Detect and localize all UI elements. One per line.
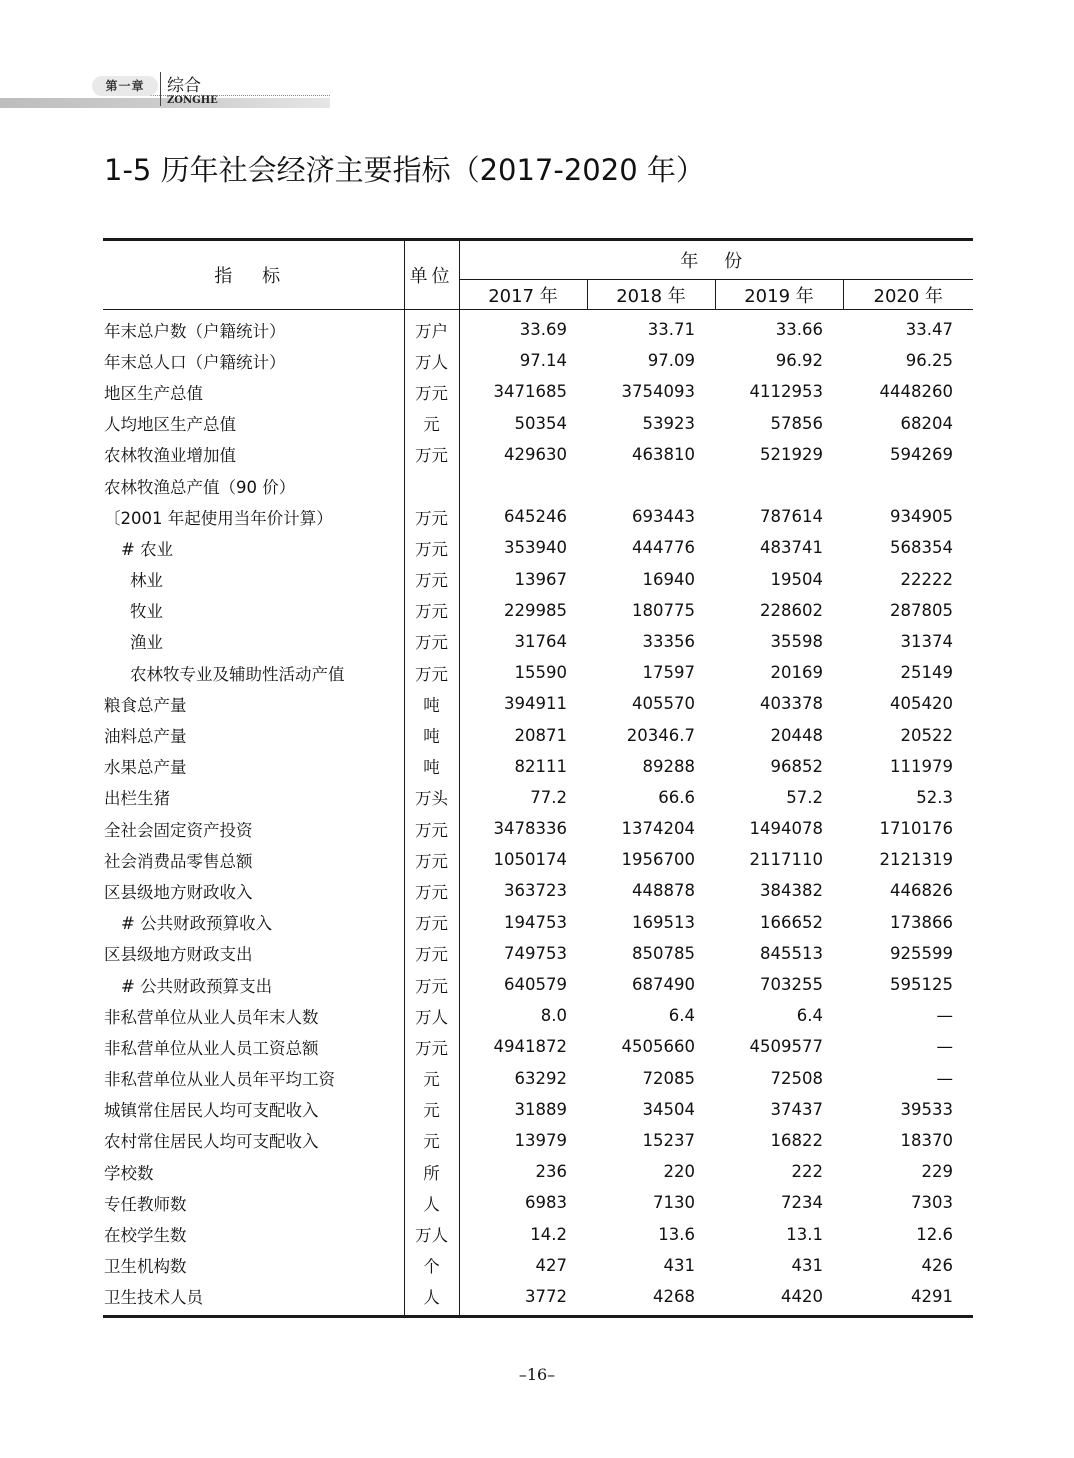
row-value-1: 3754093 [621, 382, 695, 402]
row-value-0: 427 [535, 1255, 567, 1275]
row-value-0: 8.0 [540, 1006, 567, 1026]
table-row [103, 408, 973, 439]
row-value-1: 405570 [632, 694, 695, 714]
row-value-3: 934905 [890, 507, 954, 527]
row-value-1: 16940 [642, 569, 695, 589]
row-value-1: 4268 [587, 1281, 715, 1317]
row-value-1: 72085 [642, 1068, 695, 1088]
row-unit: 吨 [404, 719, 459, 750]
row-unit: 所 [404, 1156, 459, 1187]
row-value-2: 37437 [770, 1099, 823, 1119]
indicator-table [103, 238, 973, 1318]
row-value-1: 17597 [642, 663, 695, 683]
table-row [103, 938, 973, 969]
row-value-0: 33.69 [519, 320, 567, 340]
row-value-2: 6.4 [796, 1006, 823, 1026]
row-indicator: 人均地区生产总值 [103, 408, 404, 439]
row-value-0: 429630 [504, 444, 567, 464]
row-unit: 万元 [404, 969, 459, 1000]
row-value-2: 431 [791, 1255, 823, 1275]
row-indicator: 地区生产总值 [103, 376, 404, 407]
row-value-1: 15237 [642, 1130, 695, 1150]
row-value-0: 31889 [514, 1099, 567, 1119]
section-title: 综合 [167, 76, 201, 96]
section-subtitle: ZONGHE [167, 95, 218, 106]
running-head-bar [0, 98, 330, 108]
indicator-table-container [103, 238, 973, 1318]
row-indicator: 农村常住居民人均可支配收入 [103, 1125, 404, 1156]
table-row [103, 501, 973, 532]
row-value-2: 845513 [760, 943, 823, 963]
row-value-1: 97.09 [647, 351, 695, 371]
row-value-0: 97.14 [519, 351, 567, 371]
row-value-2: 19504 [770, 569, 823, 589]
row-unit: 人 [404, 1281, 459, 1317]
row-value-1: 687490 [632, 975, 695, 995]
running-head [0, 62, 340, 110]
row-indicator: 农林牧渔总产值（90 价） [103, 470, 404, 501]
row-value-2: 96.92 [775, 351, 823, 371]
row-indicator: 水果总产量 [103, 751, 404, 782]
row-value-2: 20169 [770, 663, 823, 683]
row-value-0: 31764 [514, 631, 567, 651]
row-value-0: 6983 [525, 1193, 567, 1213]
row-value-1: 850785 [632, 943, 695, 963]
row-value-1: 89288 [642, 756, 695, 776]
row-value-2: 703255 [760, 975, 823, 995]
row-value-2: 228602 [760, 600, 823, 620]
row-unit: 万人 [404, 1218, 459, 1249]
row-unit: 万元 [404, 564, 459, 595]
row-indicator: 区县级地方财政支出 [103, 938, 404, 969]
row-indicator: 非私营单位从业人员年平均工资 [103, 1063, 404, 1094]
row-value-0: 82111 [514, 756, 567, 776]
row-value-0: 13979 [514, 1130, 567, 1150]
row-indicator: 城镇常住居民人均可支配收入 [103, 1094, 404, 1125]
row-value-0: 640579 [504, 975, 567, 995]
row-value-2: 2117110 [749, 850, 823, 870]
table-row [103, 470, 973, 501]
row-indicator: 农林牧专业及辅助性活动产值 [103, 657, 404, 688]
row-value-2: 384382 [760, 881, 823, 901]
row-value-3: 39533 [900, 1099, 954, 1119]
row-value-0: 3471685 [493, 382, 567, 402]
row-unit: 万头 [404, 782, 459, 813]
table-row [103, 345, 973, 376]
row-value-3: 594269 [890, 444, 954, 464]
row-value-0: 63292 [514, 1068, 567, 1088]
row-value-2: 20448 [770, 725, 823, 745]
row-value-3: 173866 [890, 912, 954, 932]
row-value-0: 15590 [514, 663, 567, 683]
row-value-3: 111979 [890, 756, 954, 776]
row-value-3: 229 [921, 1162, 954, 1182]
row-value-0: 20871 [514, 725, 567, 745]
row-unit: 吨 [404, 688, 459, 719]
row-indicator: # 公共财政预算收入 [103, 907, 404, 938]
row-indicator: # 农业 [103, 532, 404, 563]
row-indicator: 林业 [103, 564, 404, 595]
table-row [103, 875, 973, 906]
row-value-3: 568354 [890, 538, 954, 558]
table-row [103, 751, 973, 782]
table-row [103, 688, 973, 719]
row-value-3: 446826 [890, 881, 954, 901]
row-value-2: 57856 [770, 413, 823, 433]
table-row [103, 310, 973, 346]
row-value-0: 50354 [514, 413, 567, 433]
row-value-3: — [936, 1068, 954, 1088]
row-value-2: 35598 [770, 631, 823, 651]
row-indicator: 社会消费品零售总额 [103, 844, 404, 875]
table-row [103, 1187, 973, 1218]
row-indicator: 专任教师数 [103, 1187, 404, 1218]
row-unit: 万元 [404, 844, 459, 875]
table-row [103, 907, 973, 938]
table-row [103, 626, 973, 657]
row-value-3: 1710176 [879, 819, 954, 839]
row-value-2: 7234 [781, 1193, 823, 1213]
row-indicator: 学校数 [103, 1156, 404, 1187]
header-year: 2019 年 [715, 280, 843, 310]
table-row [103, 439, 973, 470]
table-row [103, 813, 973, 844]
header-years-group: 年 份 [459, 240, 973, 280]
table-row [103, 1063, 973, 1094]
row-value-1: 180775 [632, 600, 695, 620]
page-title: 1-5 历年社会经济主要指标（2017-2020 年） [104, 153, 705, 187]
row-unit: 万元 [404, 376, 459, 407]
row-value-0: 363723 [504, 881, 567, 901]
row-indicator: # 公共财政预算支出 [103, 969, 404, 1000]
table-row [103, 844, 973, 875]
row-indicator: 区县级地方财政收入 [103, 875, 404, 906]
row-value-3: — [936, 1006, 954, 1026]
row-indicator: 年末总人口（户籍统计） [103, 345, 404, 376]
row-value-1: 13.6 [658, 1224, 695, 1244]
row-value-1: 6.4 [668, 1006, 695, 1026]
row-value-0: 353940 [504, 538, 567, 558]
row-value-0: 236 [535, 1162, 567, 1182]
row-value-1: 1956700 [621, 850, 695, 870]
row-unit: 万元 [404, 875, 459, 906]
row-value-1: 169513 [632, 912, 695, 932]
table-row [103, 1000, 973, 1031]
row-indicator: 在校学生数 [103, 1218, 404, 1249]
row-value-1: 20346.7 [626, 725, 695, 745]
row-indicator: 非私营单位从业人员年末人数 [103, 1000, 404, 1031]
row-value-3: 595125 [890, 975, 954, 995]
table-row [103, 1281, 973, 1317]
row-value-2: 787614 [760, 507, 823, 527]
row-value-1: 463810 [632, 444, 695, 464]
row-value-3: 7303 [911, 1193, 954, 1213]
table-body [103, 310, 973, 1317]
row-value-3: 925599 [890, 943, 954, 963]
row-value-3: 287805 [890, 600, 954, 620]
row-value-0: 1050174 [493, 850, 567, 870]
row-indicator: 全社会固定资产投资 [103, 813, 404, 844]
header-unit: 单位 [404, 240, 459, 310]
table-row [103, 1031, 973, 1062]
row-value-3 [843, 470, 973, 501]
chapter-badge: 第一章 [92, 76, 158, 96]
header-year: 2017 年 [459, 280, 587, 310]
row-indicator: 卫生机构数 [103, 1250, 404, 1281]
row-value-0: 13967 [514, 569, 567, 589]
row-indicator: 农林牧渔业增加值 [103, 439, 404, 470]
row-unit: 元 [404, 1063, 459, 1094]
row-unit: 万人 [404, 345, 459, 376]
table-row [103, 1125, 973, 1156]
row-indicator: 卫生技术人员 [103, 1281, 404, 1317]
row-value-2: 96852 [770, 756, 823, 776]
row-value-3: 18370 [900, 1130, 954, 1150]
row-unit: 万元 [404, 1031, 459, 1062]
row-unit: 万元 [404, 938, 459, 969]
row-unit [404, 470, 459, 501]
row-value-2: 166652 [760, 912, 823, 932]
running-head-divider [160, 72, 161, 106]
row-indicator: 〔2001 年起使用当年价计算） [103, 501, 404, 532]
row-value-2: 483741 [760, 538, 823, 558]
table-row [103, 719, 973, 750]
row-value-1: 448878 [632, 881, 695, 901]
row-value-3: 96.25 [905, 351, 954, 371]
row-indicator: 非私营单位从业人员工资总额 [103, 1031, 404, 1062]
row-value-3: 4448260 [879, 382, 954, 402]
row-unit: 万户 [404, 310, 459, 346]
row-unit: 万元 [404, 532, 459, 563]
row-value-3: 426 [921, 1255, 954, 1275]
row-value-3: 20522 [900, 725, 954, 745]
table-row [103, 1156, 973, 1187]
row-value-1 [587, 470, 715, 501]
row-unit: 万元 [404, 439, 459, 470]
row-value-0: 3478336 [493, 819, 567, 839]
row-unit: 元 [404, 1094, 459, 1125]
row-value-3: 25149 [900, 663, 954, 683]
row-value-0: 394911 [504, 694, 567, 714]
row-value-0 [459, 470, 587, 501]
row-unit: 个 [404, 1250, 459, 1281]
row-value-3: 33.47 [905, 320, 954, 340]
row-value-3: 2121319 [879, 850, 954, 870]
row-value-0: 14.2 [530, 1224, 567, 1244]
row-value-3: 12.6 [916, 1224, 954, 1244]
row-value-0: 4941872 [493, 1037, 567, 1057]
row-unit: 万元 [404, 907, 459, 938]
table-row [103, 1094, 973, 1125]
row-value-2: 1494078 [749, 819, 823, 839]
row-value-3: 31374 [900, 631, 954, 651]
row-unit: 万人 [404, 1000, 459, 1031]
row-value-2: 222 [791, 1162, 823, 1182]
row-value-2: 72508 [770, 1068, 823, 1088]
row-value-3: — [936, 1037, 954, 1057]
row-value-1: 444776 [632, 538, 695, 558]
table-row [103, 595, 973, 626]
table-row [103, 1218, 973, 1249]
row-value-1: 693443 [632, 507, 695, 527]
row-value-3: 4291 [843, 1281, 973, 1317]
page-number: –16– [518, 1365, 556, 1384]
row-unit: 万元 [404, 501, 459, 532]
row-value-1: 34504 [642, 1099, 695, 1119]
table-row [103, 657, 973, 688]
row-indicator: 渔业 [103, 626, 404, 657]
table-row [103, 564, 973, 595]
row-indicator: 牧业 [103, 595, 404, 626]
row-indicator: 粮食总产量 [103, 688, 404, 719]
row-value-1: 431 [663, 1255, 695, 1275]
row-value-0: 194753 [504, 912, 567, 932]
row-value-2: 13.1 [786, 1224, 823, 1244]
row-unit: 万元 [404, 813, 459, 844]
row-value-2 [715, 470, 843, 501]
row-value-2: 4112953 [749, 382, 823, 402]
row-value-0: 77.2 [530, 787, 567, 807]
row-value-1: 220 [663, 1162, 695, 1182]
row-value-2: 403378 [760, 694, 823, 714]
row-value-0: 749753 [504, 943, 567, 963]
row-value-2: 4420 [715, 1281, 843, 1317]
row-value-0: 3772 [459, 1281, 587, 1317]
row-value-1: 66.6 [658, 787, 695, 807]
row-value-0: 645246 [504, 507, 567, 527]
row-unit: 人 [404, 1187, 459, 1218]
row-value-1: 33.71 [647, 320, 695, 340]
table-row [103, 1250, 973, 1281]
row-value-1: 33356 [642, 631, 695, 651]
row-value-1: 53923 [642, 413, 695, 433]
header-indicator: 指 标 [103, 240, 404, 310]
header-year: 2020 年 [843, 280, 973, 310]
row-value-2: 33.66 [775, 320, 823, 340]
row-indicator: 出栏生猪 [103, 782, 404, 813]
table-row [103, 969, 973, 1000]
row-unit: 万元 [404, 657, 459, 688]
table-row [103, 376, 973, 407]
header-year: 2018 年 [587, 280, 715, 310]
row-unit: 吨 [404, 751, 459, 782]
table-row [103, 782, 973, 813]
row-value-2: 4509577 [749, 1037, 823, 1057]
row-unit: 元 [404, 408, 459, 439]
row-unit: 万元 [404, 626, 459, 657]
row-value-3: 22222 [900, 569, 954, 589]
row-value-3: 405420 [890, 694, 954, 714]
row-value-3: 68204 [900, 413, 954, 433]
row-value-3: 52.3 [916, 787, 954, 807]
row-value-0: 229985 [504, 600, 567, 620]
row-value-2: 521929 [760, 444, 823, 464]
row-value-1: 7130 [653, 1193, 695, 1213]
row-indicator: 年末总户数（户籍统计） [103, 310, 404, 346]
row-unit: 元 [404, 1125, 459, 1156]
row-indicator: 油料总产量 [103, 719, 404, 750]
row-value-1: 4505660 [621, 1037, 695, 1057]
row-unit: 万元 [404, 595, 459, 626]
row-value-2: 16822 [770, 1130, 823, 1150]
table-row [103, 532, 973, 563]
row-value-1: 1374204 [621, 819, 695, 839]
row-value-2: 57.2 [786, 787, 823, 807]
